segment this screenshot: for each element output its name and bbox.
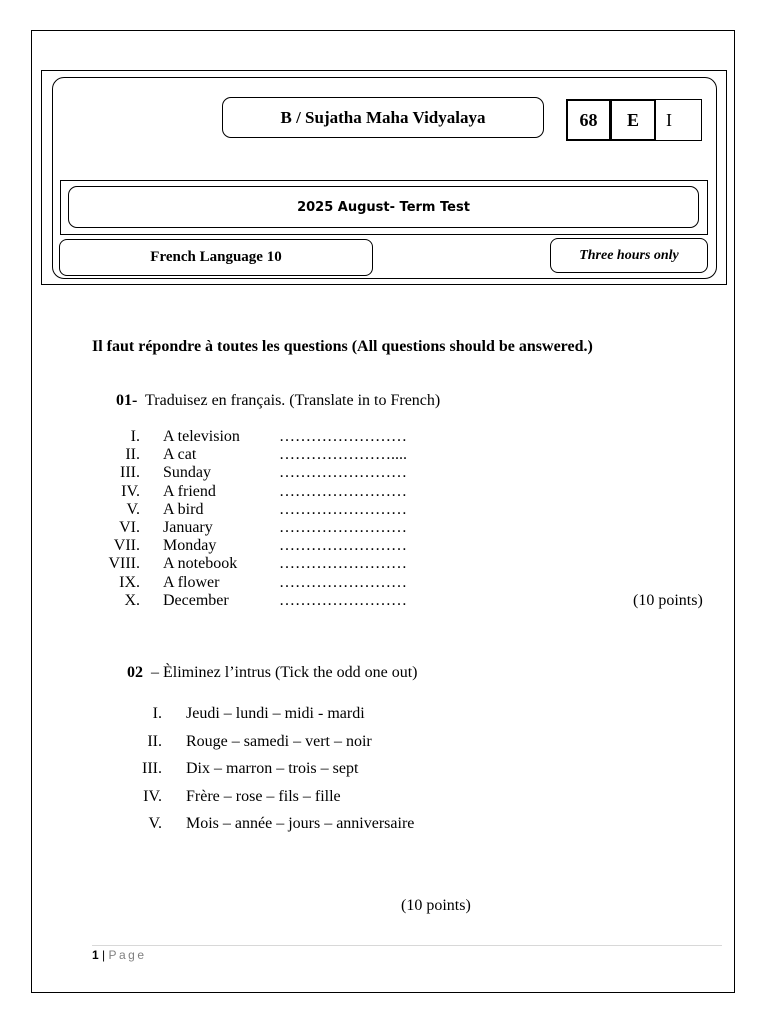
list-item (100, 501, 429, 519)
instruction-text: Il faut répondre à toutes les questions (All questions should be answered.) (92, 338, 593, 355)
item-options: Rouge – samedi – vert – noir (186, 732, 372, 750)
item-number: III. (120, 464, 140, 482)
list-item (100, 446, 429, 464)
item-number: V. (126, 500, 140, 518)
item-number: III. (142, 760, 162, 777)
list-item[interactable] (120, 815, 414, 843)
item-number: X. (124, 591, 140, 609)
item-word: Sunday (163, 464, 211, 482)
item-number: IX. (119, 573, 140, 591)
answer-blank[interactable]: …………………… (279, 555, 407, 573)
page-label: Page (108, 948, 147, 962)
item-number: VIII. (108, 555, 140, 573)
paper-code-part: I (655, 99, 702, 141)
item-word: A bird (163, 500, 204, 518)
item-number: V. (148, 815, 162, 832)
question-1-title: Traduisez en français. (Translate in to French) (145, 392, 441, 409)
page-number: 1 (92, 948, 99, 962)
item-word: A friend (163, 482, 216, 500)
school-name: B / Sujatha Maha Vidyalaya (222, 97, 544, 138)
list-item (100, 592, 429, 610)
answer-blank[interactable]: …………………… (279, 591, 407, 609)
item-options: Frère – rose – fils – fille (186, 787, 341, 805)
item-word: A notebook (163, 555, 238, 573)
answer-blank[interactable]: …………………… (279, 464, 407, 482)
item-word: December (163, 591, 229, 609)
list-item[interactable] (120, 705, 414, 733)
paper-code-number: 68 (566, 99, 611, 141)
answer-blank[interactable]: …………………… (279, 428, 407, 445)
item-number: IV. (143, 787, 162, 805)
list-item (100, 464, 429, 482)
item-options: Jeudi – lundi – midi - mardi (186, 705, 365, 722)
question-2-title: – Èliminez l’intrus (Tick the odd one out) (151, 664, 418, 681)
item-number: I. (152, 705, 162, 722)
answer-blank[interactable]: …………………… (279, 537, 407, 555)
question-1-list (100, 428, 429, 610)
paper-code-medium: E (610, 99, 656, 141)
item-options: Dix – marron – trois – sept (186, 760, 359, 777)
answer-blank[interactable]: …………………… (279, 573, 407, 591)
list-item (100, 428, 429, 446)
item-number: IV. (121, 482, 140, 500)
exam-title: 2025 August- Term Test (68, 186, 699, 228)
footer-divider (92, 945, 722, 946)
list-item[interactable] (120, 733, 414, 761)
item-word: A cat (163, 446, 197, 464)
answer-blank[interactable]: …………………… (279, 500, 407, 518)
question-2-number: 02 (127, 664, 143, 681)
question-1-heading (116, 392, 440, 410)
item-word: Monday (163, 537, 217, 555)
item-word: January (163, 518, 213, 536)
list-item (100, 555, 429, 573)
footer-separator: | (102, 948, 106, 962)
list-item (100, 537, 429, 555)
list-item (100, 483, 429, 501)
exam-duration: Three hours only (550, 238, 708, 273)
question-2-points: (10 points) (401, 897, 471, 914)
list-item[interactable] (120, 788, 414, 816)
item-number: II. (125, 446, 140, 464)
question-1-number: 01- (116, 392, 138, 409)
answer-blank[interactable]: ………………….... (279, 446, 407, 464)
question-2-heading (127, 664, 417, 682)
list-item (100, 519, 429, 537)
list-item (100, 574, 429, 592)
item-options: Mois – année – jours – anniversaire (186, 815, 415, 832)
question-2-list (120, 705, 414, 843)
answer-blank[interactable]: …………………… (279, 518, 407, 536)
subject-name: French Language 10 (59, 239, 373, 276)
item-number: VII. (113, 537, 140, 555)
question-1-points: (10 points) (633, 592, 703, 609)
answer-blank[interactable]: …………………… (279, 482, 407, 500)
item-word: A flower (163, 573, 220, 591)
item-number: II. (147, 732, 162, 750)
item-word: A television (163, 428, 240, 445)
item-number: I. (130, 428, 140, 445)
page-footer (92, 948, 147, 962)
item-number: VI. (119, 518, 140, 536)
list-item[interactable] (120, 760, 414, 788)
